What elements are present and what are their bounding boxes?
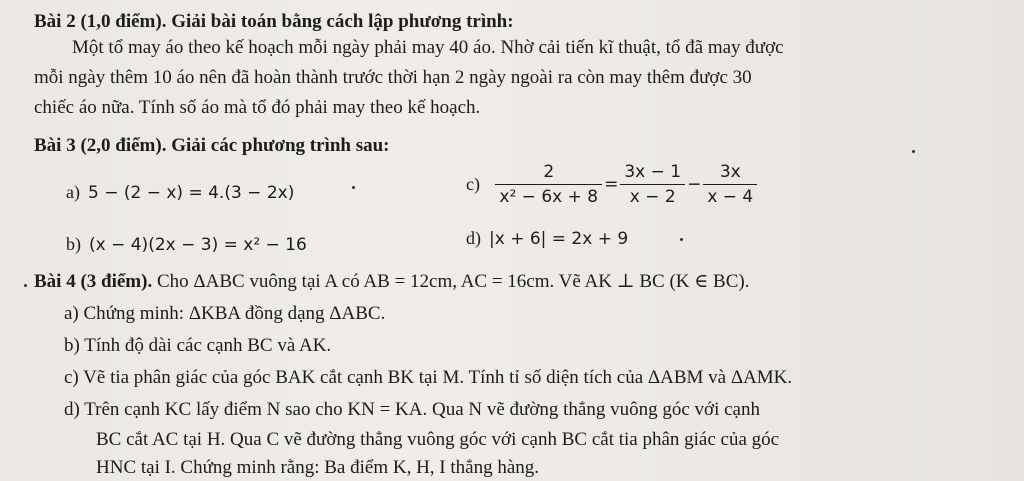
problem-4-part-d-line-2: BC cắt AC tại H. Qua C vẽ đường thẳng vuông góc với cạnh BC cắt tia phân giác của góc <box>96 429 780 450</box>
problem-4-title: Bài 4 (3 điểm). <box>34 271 153 292</box>
problem-4-part-d-line-3: HNC tại I. Chứng minh rằng: Ba điểm K, H, I thẳng hàng. <box>96 457 540 478</box>
fraction-3: $\frac{3x}{x - 4}$ <box>703 162 757 207</box>
equation-a: a) 5 − (2 − x) = 4.(3 − 2x) <box>66 182 295 203</box>
problem-4-part-d-line-1: d) Trên cạnh KC lấy điểm N sao cho KN = KA. Qua N vẽ đường thẳng vuông góc với cạnh <box>64 399 760 420</box>
problem-2-title: Bài 2 (1,0 điểm). Giải bài toán bằng cách lập phương trình: <box>34 11 514 32</box>
problem-4-part-a: a) Chứng minh: ΔKBA đồng dạng ΔABC. <box>64 303 386 324</box>
equation-d: d) |x + 6| = 2x + 9 <box>466 228 629 249</box>
paper-speck <box>24 284 27 287</box>
problem-4-part-c: c) Vẽ tia phân giác của góc BAK cắt cạnh BK tại M. Tính tỉ số diện tích của ΔABM và ΔAMK. <box>64 367 793 388</box>
problem-2-text-line-1: Một tổ may áo theo kế hoạch mỗi ngày phải may 40 áo. Nhờ cải tiến kĩ thuật, tổ đã may được <box>72 37 784 58</box>
paper-speck <box>680 238 683 241</box>
problem-2-text-line-2: mỗi ngày thêm 10 áo nên đã hoàn thành trước thời hạn 2 ngày ngoài ra còn may thêm được 30 <box>34 67 752 88</box>
equation-c: c) $\frac{2}{\text{x² − 6x + 8}}$ = $\frac{3x - 1}{x - 2}$ − $\frac{3x}{x - 4}$ <box>466 162 759 207</box>
problem-4-part-b: b) Tính độ dài các cạnh BC và AK. <box>64 335 332 356</box>
paper-speck <box>912 150 915 153</box>
paper-speck <box>352 186 355 189</box>
problem-2-text-line-3: chiếc áo nữa. Tính số áo mà tổ đó phải may theo kế hoạch. <box>34 97 481 118</box>
equation-b: b) (x − 4)(2x − 3) = x² − 16 <box>66 234 307 255</box>
problem-4-heading <box>34 270 749 294</box>
fraction-2: $\frac{3x - 1}{x - 2}$ <box>620 162 685 207</box>
problem-4-intro: Cho ΔABC vuông tại A có AB = 12cm, AC = 16cm. Vẽ AK ⊥ BC (K ∈ BC). <box>152 271 750 292</box>
fraction-1: $\frac{2}{\text{x² − 6x + 8}}$ <box>495 162 602 207</box>
problem-3-title: Bài 3 (2,0 điểm). Giải các phương trình sau: <box>34 135 390 156</box>
problem-2-heading <box>34 10 514 34</box>
problem-3-heading <box>34 134 390 158</box>
